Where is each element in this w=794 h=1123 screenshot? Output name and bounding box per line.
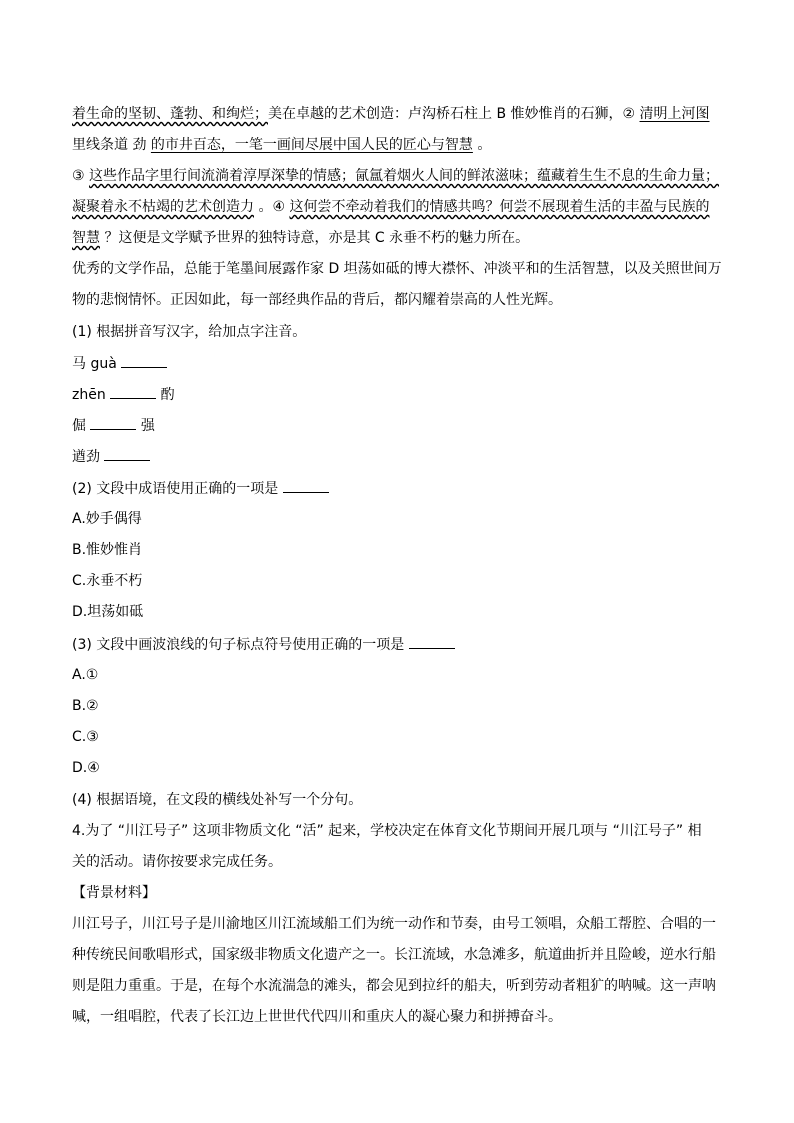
wavy-underlined-text: 这何尝不牵动着我们的情感共鸣？何尝不展现着生活的丰盈与民族的 (289, 199, 710, 215)
item-text: 酌 (156, 387, 175, 403)
underlined-text: 的市井百态，一笔一画间尽展中国人民的匠心与智慧 (150, 137, 473, 153)
item-text: 强 (136, 418, 155, 434)
item-text: zhēn (72, 387, 111, 403)
passage-line-5 (72, 228, 722, 248)
question-3-option-b[interactable]: B.② (72, 698, 99, 714)
section-4-intro-line-2: 关的活动。请你按要求完成任务。 (72, 854, 282, 870)
background-paragraph-line-2: 种传统民间歌唱形式，国家级非物质文化遗产之一。长江流域，水急滩多，航道曲折并且险峻，逆水行船 (72, 947, 716, 963)
passage-text: 。④ (254, 199, 290, 215)
question-2-option-a[interactable]: A.妙手偶得 (72, 511, 142, 527)
answer-blank[interactable] (283, 478, 329, 493)
wavy-underlined-text: 这些作品字里行间流淌着淳厚深挚的情感；氤氲着烟火人间的鲜浓滋味；蕴藏着生生不息的生命力量； (89, 168, 720, 184)
question-2-option-d[interactable]: D.坦荡如砥 (72, 604, 144, 620)
stem-text: (3) 文段中画波浪线的句子标点符号使用正确的一项是 (72, 637, 409, 653)
question-2-option-b[interactable]: B.惟妙惟肖 (72, 542, 143, 558)
background-paragraph-line-3: 则是阻力重重。于是，在每个水流湍急的滩头，都会见到拉纤的船夫，听到劳动者粗犷的呐喊。这一声呐 (72, 978, 716, 994)
underlined-text: 清明上河图 (639, 106, 710, 122)
passage-line-2 (72, 135, 722, 155)
question-1-item-d (72, 446, 722, 467)
answer-blank[interactable] (104, 446, 150, 461)
question-1-item-c (72, 415, 722, 436)
question-2-option-c[interactable]: C.永垂不朽 (72, 573, 143, 589)
item-text: 遒劲 (72, 449, 105, 465)
passage-line-3 (72, 166, 722, 186)
question-3-stem (72, 634, 722, 655)
passage-text: 。 (472, 137, 492, 153)
question-3-option-a[interactable]: A.① (72, 667, 99, 683)
question-4-stem: (4) 根据语境，在文段的横线处补写一个分句。 (72, 792, 363, 808)
passage-line-6: 优秀的文学作品，总能于笔墨间展露作家 D 坦荡如砥的博大襟怀、冲淡平和的生活智慧，以及关照世间万 (72, 261, 722, 277)
item-text: 马 guà (72, 356, 122, 372)
wavy-underlined-text: 凝聚着永不枯竭的艺术创造力 (72, 199, 254, 215)
background-material-heading: 【背景材料】 (72, 885, 156, 901)
question-3-option-c[interactable]: C.③ (72, 729, 99, 745)
passage-text: ③ (72, 168, 90, 184)
passage-text: ？这便是文学赋予世界的独特诗意，亦是其 C 永垂不朽的魅力所在。 (100, 230, 530, 246)
answer-blank[interactable] (110, 384, 156, 399)
passage-line-7: 物的悲悯情怀。正因如此，每一部经典作品的背后，都闪耀着崇高的人性光辉。 (72, 292, 562, 308)
question-3-option-d[interactable]: D.④ (72, 760, 100, 776)
wavy-underlined-text: 智慧 (72, 230, 100, 246)
question-2-stem (72, 478, 722, 499)
stem-text: (2) 文段中成语使用正确的一项是 (72, 481, 283, 497)
item-text: 倔 (72, 418, 91, 434)
passage-text: 美在卓越的艺术创造：卢沟桥石柱上 B 惟妙惟肖的石狮，② (268, 106, 640, 122)
passage-line-4 (72, 197, 722, 217)
passage-line-1 (72, 104, 722, 124)
question-1-item-b (72, 384, 722, 405)
section-4-intro-line-1: 4.为了 “川江号子” 这项非物质文化 “活” 起来，学校决定在体育文化节期间开展几项与 “川江号子” 相 (72, 823, 702, 839)
background-paragraph-line-1: 川江号子，川江号子是川渝地区川江流域船工们为统一动作和节奏，由号工领唱，众船工帮腔、合唱的一 (72, 916, 716, 932)
answer-blank[interactable] (90, 415, 136, 430)
answer-blank[interactable] (409, 634, 455, 649)
wavy-underlined-text: 着生命的坚韧、蓬勃、和绚烂； (72, 106, 268, 122)
background-paragraph-line-4: 喊，一组唱腔，代表了长江边上世世代代四川和重庆人的凝心聚力和拼搏奋斗。 (72, 1009, 562, 1025)
answer-blank[interactable] (121, 353, 167, 368)
question-1-stem: (1) 根据拼音写汉字，给加点字注音。 (72, 324, 307, 340)
question-1-item-a (72, 353, 722, 374)
passage-text: 里线条道 劲 (72, 137, 151, 153)
